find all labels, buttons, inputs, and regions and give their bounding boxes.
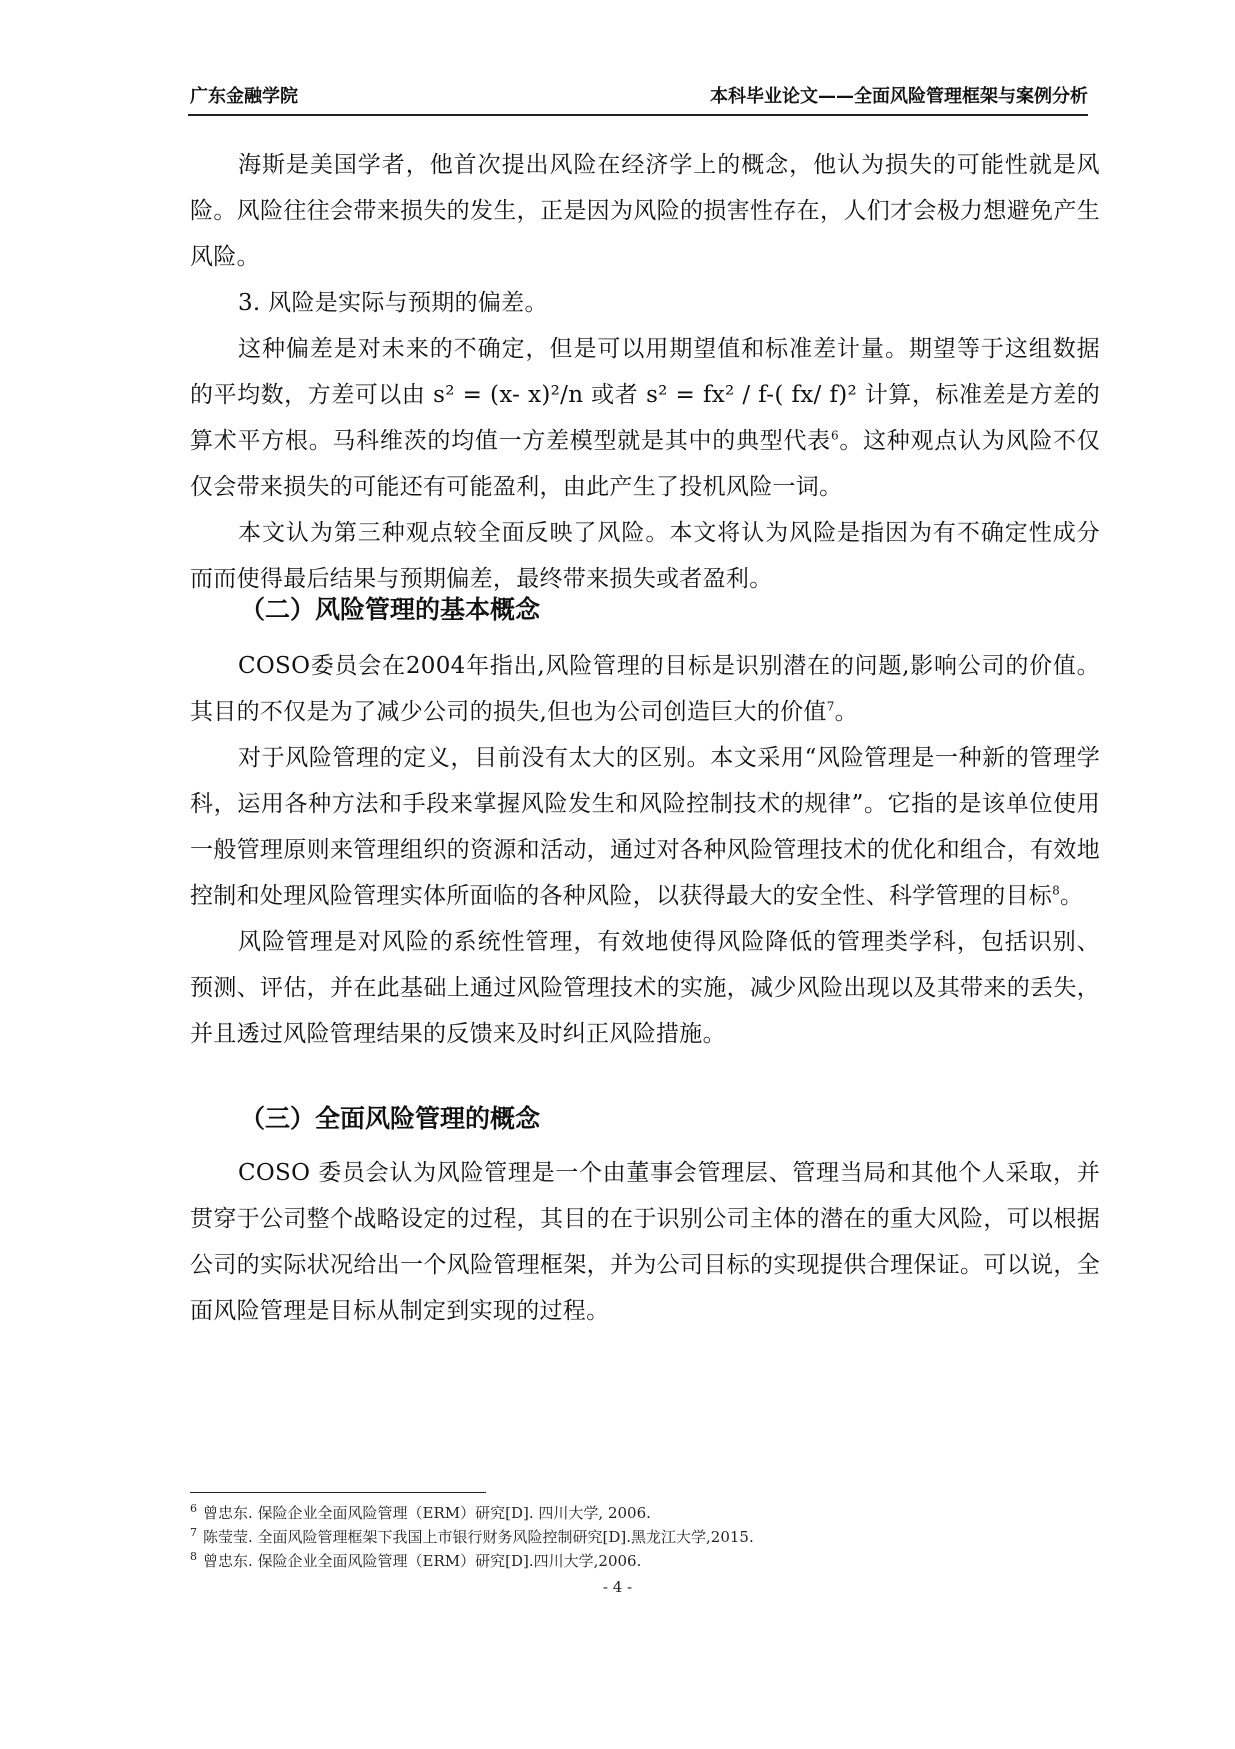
footnote-rule [190,1492,486,1493]
paragraph-risk-mgmt-definition-tail: 。 [1060,883,1084,909]
footnote-7-mark: 7 [190,1526,197,1539]
paragraph-coso-2004-text: COSO委员会在2004年指出,风险管理的目标是识别潜在的问题,影响公司的价值。其目的不仅是为了减少公司的损失,但也为公司创造巨大的价值 [190,653,1100,725]
section-2-title: （二）风险管理的基本概念 [240,595,541,624]
page-number: - 4 - [602,1578,633,1596]
body-block-3 [190,1150,1100,1334]
paragraph-erm-concept: COSO 委员会认为风险管理是一个由董事会管理层、管理当局和其他个人采取，并贯穿于公司整个战略设定的过程，其目的在于识别公司主体的潜在的重大风险，可以根据公司的实际状况给出一个风险管理框架，并为公司目标的实现提供合理保证。可以说，全面风险管理是目标从制定到实现的过程。 [190,1160,1100,1324]
footnote-ref-6: 6 [830,428,839,443]
footnote-7-text: 陈莹莹. 全面风险管理框架下我国上市银行财务风险控制研究[D].黑龙江大学,2015. [203,1528,754,1546]
body-block-2 [190,643,1100,1057]
paragraph-deviation-text: 这种偏差是对未来的不确定，但是可以用期望值和标准差计量。期望等于这组数据的平均数，方差可以由 s² = (x- x)²/n 或者 s² = fx² / f-( fx/ f)² 计算，标准差是方差的算术平方根。马科维茨的均值一方差模型就是其中的典型代表 [190,336,1100,454]
paragraph-coso-2004 [190,643,1100,735]
footnote-ref-7: 7 [826,699,835,714]
header-thesis-title: 本科毕业论文——全面风险管理框架与案例分析 [710,86,1088,107]
footnote-8-mark: 8 [190,1550,197,1563]
footnote-8-text: 曾忠东. 保险企业全面风险管理（ERM）研究[D].四川大学,2006. [203,1552,642,1570]
footnote-ref-8: 8 [1052,883,1061,898]
paragraph-risk-mgmt-definition [190,735,1100,919]
paragraph-conclusion: 本文认为第三种观点较全面反映了风险。本文将认为风险是指因为有不确定性成分而而使得最后结果与预期偏差，最终带来损失或者盈利。 [190,520,1100,592]
footnote-6-text: 曾忠东. 保险企业全面风险管理（ERM）研究[D]. 四川大学, 2006. [203,1504,651,1522]
header-school-name: 广东金融学院 [190,86,298,107]
footnote-6 [190,1501,1090,1525]
paragraph-deviation [190,326,1100,510]
paragraph-systematic-management: 风险管理是对风险的系统性管理，有效地使得风险降低的管理类学科，包括识别、预测、评估，并在此基础上通过风险管理技术的实施，减少风险出现以及其带来的丢失，并且透过风险管理结果的反馈来及时纠正风险措施。 [190,929,1100,1047]
footnote-7 [190,1525,1090,1549]
footnote-6-mark: 6 [190,1502,197,1515]
paragraph-coso-2004-tail: 。 [834,699,858,725]
paragraph-deviation-tail: 。这 [838,428,887,454]
header-rule [188,114,1088,116]
section-3-title: （三）全面风险管理的概念 [240,1104,541,1133]
paragraph-risk-mgmt-definition-text: 对于风险管理的定义，目前没有太大的区别。本文采用“风险管理是一种新的管理学科，运用各种方法和手段来掌握风险发生和风险控制技术的规律”。它指的是该单位使用一般管理原则来管理组织的资源和活动，通过对各种风险管理技术的优化和组合，有效地控制和处理风险管理实体所面临的各种风险，以获得最大的安全性、科学管理的目标 [190,745,1100,909]
body-block-1 [190,142,1100,602]
paragraph-risk-deviation-heading: 3. 风险是实际与预期的偏差。 [238,290,548,316]
footnote-8 [190,1549,1090,1573]
footnotes [190,1501,1090,1573]
paragraph-hayes: 海斯是美国学者，他首次提出风险在经济学上的概念，他认为损失的可能性就是风险。风险往往会带来损失的发生，正是因为风险的损害性存在，人们才会极力想避免产生风险。 [190,152,1100,270]
paragraph-deviation-cont: 种观点认为风险不仅仅会带来损失的可能还有可能盈利，由此产生了投机风险一词。 [190,428,1101,500]
